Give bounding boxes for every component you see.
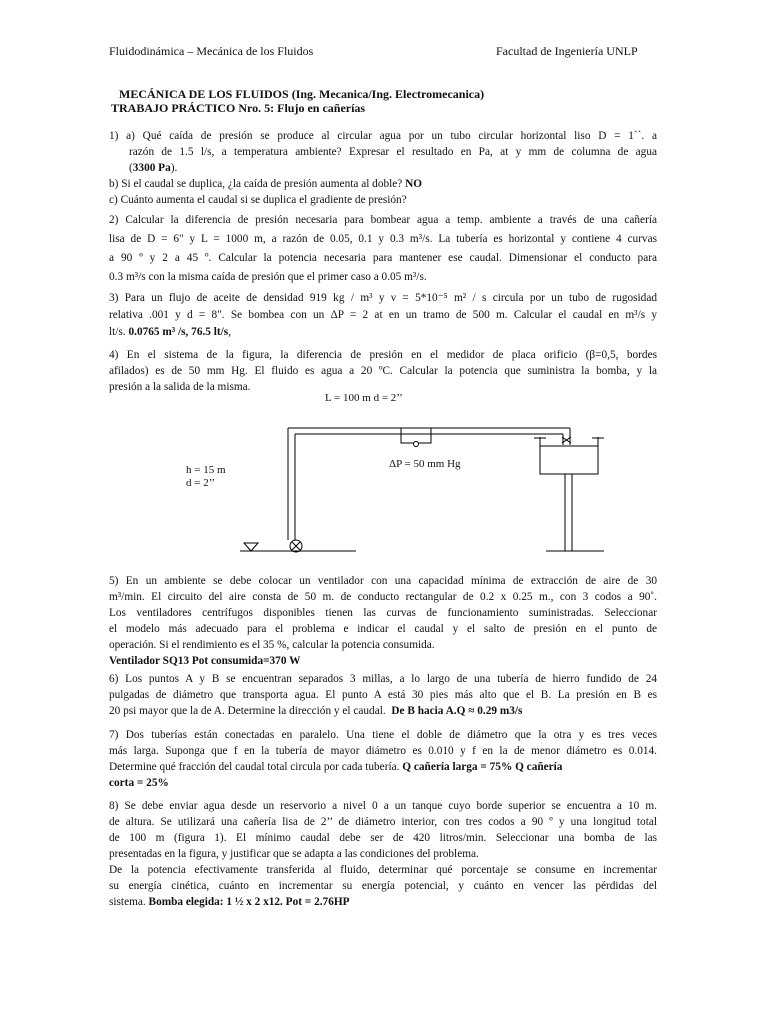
answer-1b: NO <box>405 178 423 190</box>
answer-6: De B hacia A.Q ≈ 0.29 m3/s <box>391 705 523 717</box>
answer-5: Ventilador SQ13 Pot consumida=370 W <box>109 655 301 667</box>
problem-6 <box>109 671 657 719</box>
problem-8-line: 8) Se debe enviar agua desde un reservorio a nivel 0 a un tanque cuyo borde superior se encuentra a 10 m. <box>109 800 657 812</box>
problem-5-line: el modelo más adecuado para el problema e indicar el caudal y el salto de presión en el punto de <box>109 623 657 635</box>
problem-3-line: lt/s. 0.0765 m³ /s, 76.5 lt/s, <box>109 326 232 338</box>
problem-5-line: m³/min. El circuito del aire consta de 50 m. de conducto rectangular de 0.2 x 0.25 m., con 3 codos a 90˚. <box>109 591 657 603</box>
problem-7 <box>109 727 657 791</box>
problem-3-line: 3) Para un flujo de aceite de densidad 919 kg / m³ y ν = 5*10⁻⁵ m² / s circula por un tubo de rugosidad <box>109 292 657 304</box>
problem-8-line: De la potencia efectivamente transferida al fluido, determinar qué porcentaje se consume en incrementar <box>109 864 657 876</box>
figure-dp-label: ΔP = 50 mm Hg <box>389 458 461 470</box>
figure-height-label: h = 15 m <box>186 464 226 476</box>
problem-1-line: razón de 1.5 l/s, a temperatura ambiente? Expresar el resultado en Pa, at y mm de columna de agua <box>129 146 657 158</box>
tank <box>540 437 598 474</box>
problem-7-line: Determine qué fracción del caudal total circula por cada tubería. Q cañería larga = 75% Q cañería <box>109 761 563 773</box>
answer-3: 0.0765 m³ /s, 76.5 lt/s <box>128 326 229 338</box>
problem-6-line: pulgadas de diámetro que transporta agua. El punto A está 30 pies más alto que el B. La presión en B es <box>109 689 657 701</box>
problem-2-line: lisa de D = 6" y L = 1000 m, a razón de 0.05, 0.1 y 0.3 m³/s. La tubería es horizontal y contiene 4 curvas <box>109 233 657 245</box>
answer-7-cont: corta = 25% <box>109 777 169 789</box>
problem-8-line: de 100 m (figura 1). El mínimo caudal debe ser de 420 litros/min. Seleccionar una bomba de las <box>109 832 657 844</box>
orifice-meter <box>401 428 431 443</box>
answer-8: Bomba elegida: 1 ½ x 2 x12. Pot = 2.76HP <box>148 896 350 908</box>
problem-4-line: 4) En el sistema de la figura, la diferencia de presión en el medidor de placa orificio (β=0,5, bordes <box>109 349 657 361</box>
problem-5 <box>109 573 657 669</box>
problem-3-line: relativa .001 y d = 8". Se bombea con un ΔP = 2 at en un tramo de 500 m. Calcular el caudal en m³/s y <box>109 309 657 321</box>
problem-8-line: de altura. Se utilizará una cañería lisa de 2’’ de diámetro interior, con tres codos a 90 º y una longitud total <box>109 816 657 828</box>
problem-6-line: 6) Los puntos A y B se encuentran separados 3 millas, a lo largo de una tubería de hierro fundido de 24 <box>109 673 657 685</box>
problem-6-line: 20 psi mayor que la de A. Determine la dirección y el caudal. De B hacia A.Q ≈ 0.29 m3/s <box>109 705 523 717</box>
problem-1-line: 1) a) Qué caída de presión se produce al circular agua por un tubo circular horizontal liso D = 1``. a <box>109 130 657 142</box>
problem-5-line: 5) En un ambiente se debe colocar un ventilador con una capacidad mínima de extracción de aire de 30 <box>109 575 657 587</box>
figure-length-label: L = 100 m d = 2’’ <box>325 392 403 404</box>
problem-4-line: afilados) es de 50 mm Hg. El fluido es agua a 20 ºC. Calcular la potencia que suministra la bomba, y la <box>109 365 657 377</box>
water-level-icon <box>244 543 258 551</box>
answer-1a: 3300 Pa <box>132 162 171 174</box>
figure-diameter-label: d = 2’’ <box>186 477 216 489</box>
problem-5-line: operación. Si el rendimiento es el 35 %, calcular la potencia consumida. <box>109 639 435 651</box>
problem-1-line: b) Si el caudal se duplica, ¿la caída de presión aumenta al doble? NO <box>109 178 423 190</box>
problem-7-line: más larga. Suponga que f en la tubería de mayor diámetro es 0.010 y f en la de menor diámetro es 0.014. <box>109 745 657 757</box>
problem-8-line: su energía cinética, cuánto en incrementar su energía potencial, y cuánto en vencer las pérdidas del <box>109 880 657 892</box>
problem-1-line: (3300 Pa). <box>129 162 178 174</box>
problem-2-line: 0.3 m³/s con la misma caída de presión que el primer caso a 0.05 m³/s. <box>109 271 427 283</box>
header-left: Fluidodinámica – Mecánica de los Fluidos <box>109 44 314 58</box>
problem-2-line: 2) Calcular la diferencia de presión necesaria para bombear agua a temp. ambiente a través de una cañería <box>109 214 657 226</box>
problem-7-line: 7) Dos tuberías están conectadas en paralelo. Una tiene el doble de diámetro que la otra y es tres veces <box>109 729 657 741</box>
problem-8-line: sistema. Bomba elegida: 1 ½ x 2 x12. Pot = 2.76HP <box>109 896 350 908</box>
document-title: MECÁNICA DE LOS FLUIDOS (Ing. Mecanica/Ing. Electromecanica) <box>119 87 485 101</box>
problem-8-line: presentadas en la figura, y justificar que se adapta a las condiciones del problema. <box>109 848 479 860</box>
answer-7: Q cañería larga = 75% Q cañería <box>402 761 563 773</box>
header-right: Facultad de Ingeniería UNLP <box>496 44 638 58</box>
practice-title: TRABAJO PRÁCTICO Nro. 5: Flujo en cañerías <box>111 101 366 115</box>
problem-8 <box>109 798 657 910</box>
problem-2-line: a 90 º y 2 a 45 º. Calcular la potencia necesaria para mantener ese caudal. Dimensionar el conducto para <box>109 252 657 264</box>
problem-4-line: presión a la salida de la misma. <box>109 381 251 393</box>
problem-1-line: c) Cuánto aumenta el caudal si se duplica el gradiente de presión? <box>109 194 407 206</box>
problem-5-line: Los ventiladores centrífugos disponibles tienen las curvas de funcionamiento suministradas. Seleccionar <box>109 607 657 619</box>
